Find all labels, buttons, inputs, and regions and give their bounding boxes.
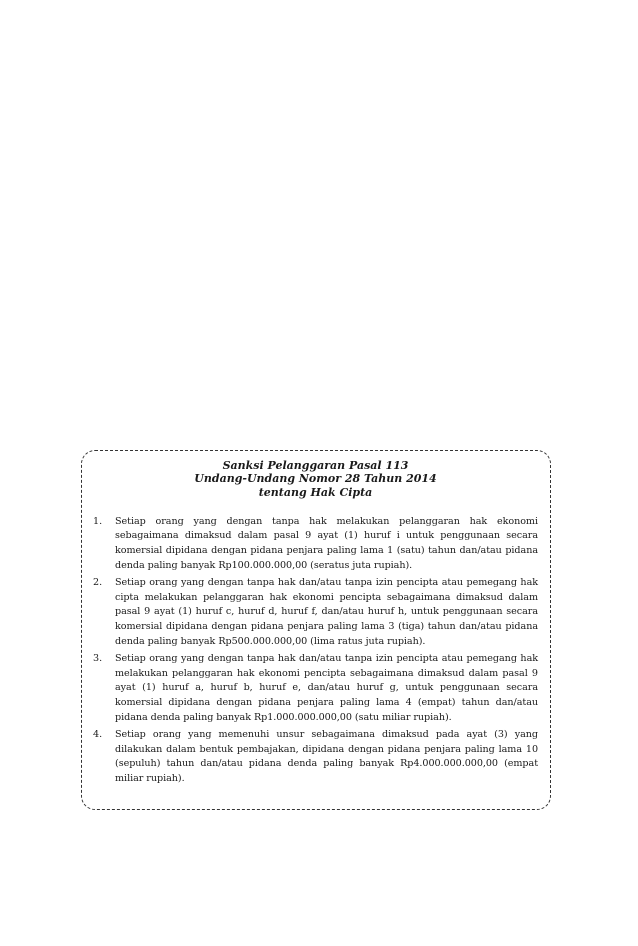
item-text: Setiap orang yang dengan tanpa hak dan/atau tanpa izin pencipta atau pemegang hak cipta melakukan pelanggaran hak ekonomi pencipta sebagaimana dimaksud dalam pasal 9 ayat (1) huruf c, huruf d, huruf f, dan/atau huruf h, untuk penggunaan secara komersial dipidana dengan pidana penjara paling lama 3 (tiga) tahun dan/atau pidana denda paling banyak Rp500.000.000,00 (lima ratus juta rupiah). [115,577,538,647]
copyright-sanction-notice [81,450,551,810]
item-text: Setiap orang yang memenuhi unsur sebagaimana dimaksud pada ayat (3) yang dilakukan dalam bentuk pembajakan, dipidana dengan pidana penjara paling lama 10 (sepuluh) tahun dan/atau pidana denda paling banyak Rp4.000.000.000,00 (empat miliar rupiah). [115,729,538,784]
sanction-item-4 [93,728,538,786]
item-number: 3. [93,653,103,665]
notice-title-line-2: Undang-Undang Nomor 28 Tahun 2014 [194,472,437,486]
sanction-item-1 [93,515,538,573]
sanction-list [93,515,538,787]
sanction-item-2 [93,576,538,649]
notice-title-line-1: Sanksi Pelanggaran Pasal 113 [222,459,409,472]
item-number: 1. [93,515,103,527]
item-text: Setiap orang yang dengan tanpa hak dan/atau tanpa izin pencipta atau pemegang hak melakukan pelanggaran hak ekonomi pencipta sebagaimana dimaksud dalam pasal 9 ayat (1) huruf a, huruf b, huruf e, dan/atau huruf g, untuk penggunaan secara komersial dipidana dengan pidana penjara paling lama 4 (empat) tahun dan/atau pidana denda paling banyak Rp1.000.000.000,00 (satu miliar rupiah). [115,653,538,723]
item-number: 4. [93,729,103,741]
notice-title-line-3: tentang Hak Cipta [258,485,373,499]
notice-title [93,459,538,499]
item-text: Setiap orang yang dengan tanpa hak melakukan pelanggaran hak ekonomi sebagaimana dimaksud dalam pasal 9 ayat (1) huruf i untuk penggunaan secara komersial dipidana dengan pidana penjara paling lama 1 (satu) tahun dan/atau pidana denda paling banyak Rp100.000.000,00 (seratus juta rupiah). [115,515,538,571]
sanction-item-3 [93,652,538,725]
item-number: 2. [93,577,103,589]
